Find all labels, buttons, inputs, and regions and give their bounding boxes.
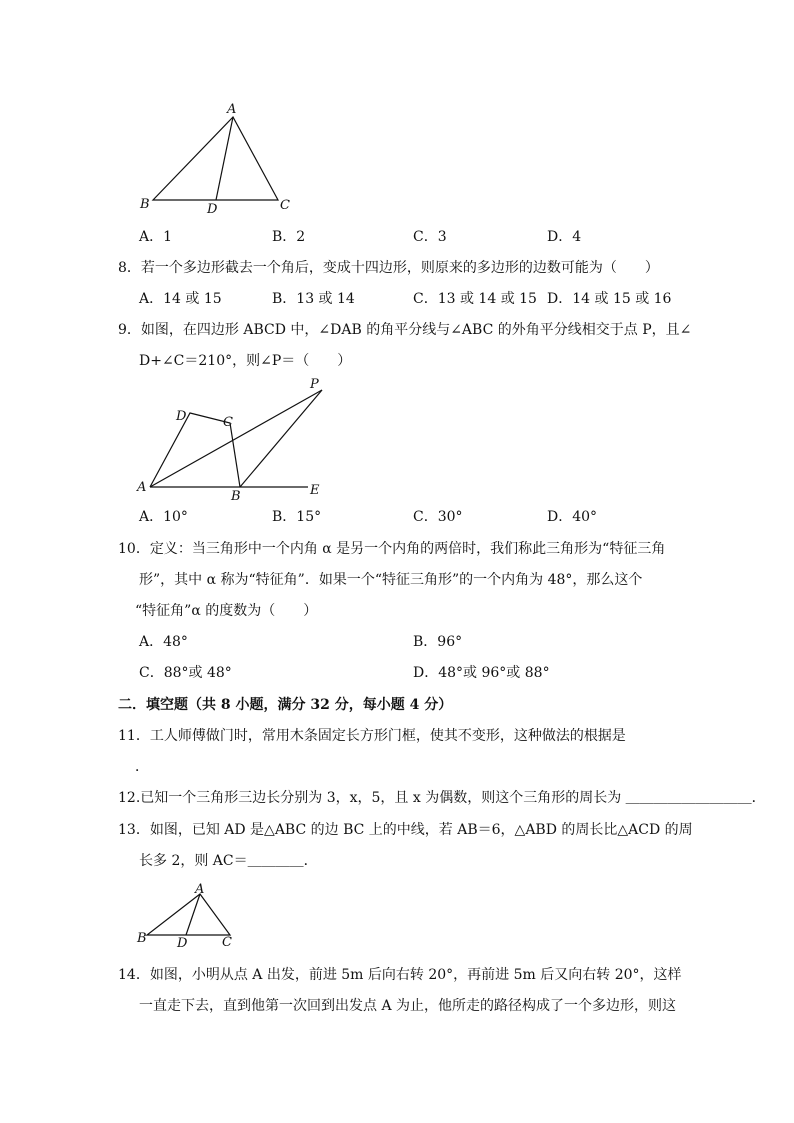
q8-option-d: D．14 或 15 或 16 — [547, 291, 672, 307]
label-a: A — [227, 102, 237, 117]
label-d: D — [176, 409, 187, 424]
q8-text: 8．若一个多边形截去一个角后，变成十四边形，则原来的多边形的边数可能为（ ） — [118, 260, 659, 276]
label-a: A — [195, 882, 205, 897]
label-e: E — [310, 483, 320, 498]
label-c: C — [280, 198, 290, 213]
q9-option-a: A．10° — [139, 509, 188, 525]
q13-text-line2: 长多 2，则 AC＝＿＿＿＿． — [139, 853, 318, 869]
q10-option-c: C．88°或 48° — [139, 665, 232, 681]
segment-ad — [216, 117, 233, 200]
q10-option-b: B．96° — [413, 634, 463, 650]
q11-text-line2: ． — [135, 759, 149, 775]
label-d: D — [177, 936, 188, 951]
label-d: D — [207, 202, 218, 217]
q10-option-d: D．48°或 96°或 88° — [413, 665, 550, 681]
q7-option-a: A．1 — [139, 229, 173, 245]
q9-option-c: C．30° — [413, 509, 463, 525]
q10-text-line1: 10．定义：当三角形中一个内角 α 是另一个内角的两倍时，我们称此三角形为“特征三角 — [118, 541, 666, 557]
section-fill-in-heading: 二．填空题（共 8 小题，满分 32 分，每小题 4 分） — [118, 697, 453, 713]
q8-option-a: A．14 或 15 — [139, 291, 222, 307]
q8-option-b: B．13 或 14 — [272, 291, 355, 307]
label-b: B — [140, 197, 150, 212]
label-c: C — [223, 415, 233, 430]
figure-triangle-abc-q7 — [130, 95, 310, 220]
label-b: B — [231, 489, 241, 504]
figure-quadrilateral-q9 — [130, 372, 350, 506]
q14-text-line1: 14．如图，小明从点 A 出发，前进 5m 后向右转 20°，再前进 5m 后又向右转 20°，这样 — [118, 967, 682, 983]
q10-text-line2: 形”，其中 α 称为“特征角”．如果一个“特征三角形”的一个内角为 48°，那么这个 — [139, 572, 643, 588]
q10-option-a: A．48° — [139, 634, 188, 650]
label-b: B — [137, 931, 147, 946]
q14-text-line2: 一直走下去，直到他第一次回到出发点 A 为止，他所走的路径构成了一个多边形，则这 — [139, 998, 677, 1014]
q13-text-line1: 13．如图，已知 AD 是△ABC 的边 BC 上的中线，若 AB＝6，△ABD 的周长比△ACD 的周 — [118, 822, 693, 838]
q7-option-d: D．4 — [547, 229, 582, 245]
label-p: P — [310, 377, 319, 392]
label-c: C — [222, 935, 232, 950]
q9-text-line1: 9．如图，在四边形 ABCD 中，∠DAB 的角平分线与∠ABC 的外角平分线相交于点 P，且∠ — [118, 322, 692, 338]
figure-triangle-abc-q13 — [130, 880, 250, 952]
q11-text-line1: 11．工人师傅做门时，常用木条固定长方形门框，使其不变形，这种做法的根据是 — [118, 728, 626, 744]
q9-option-b: B．15° — [272, 509, 322, 525]
q10-text-line3: “特征角”α 的度数为（ ） — [135, 603, 318, 619]
q12-text: 12.已知一个三角形三边长分别为 3，x，5，且 x 为偶数，则这个三角形的周长为 ＿＿＿＿＿＿＿＿＿． — [118, 790, 766, 806]
label-a: A — [137, 480, 147, 495]
segment-bp — [240, 390, 322, 487]
triangle-abc-outline — [153, 117, 278, 200]
q9-option-d: D．40° — [547, 509, 598, 525]
q9-text-line2: D+∠C＝210°，则∠P＝（ ） — [139, 353, 352, 369]
q7-option-c: C．3 — [413, 229, 447, 245]
q8-option-c: C．13 或 14 或 15 — [413, 291, 537, 307]
q7-option-b: B．2 — [272, 229, 306, 245]
